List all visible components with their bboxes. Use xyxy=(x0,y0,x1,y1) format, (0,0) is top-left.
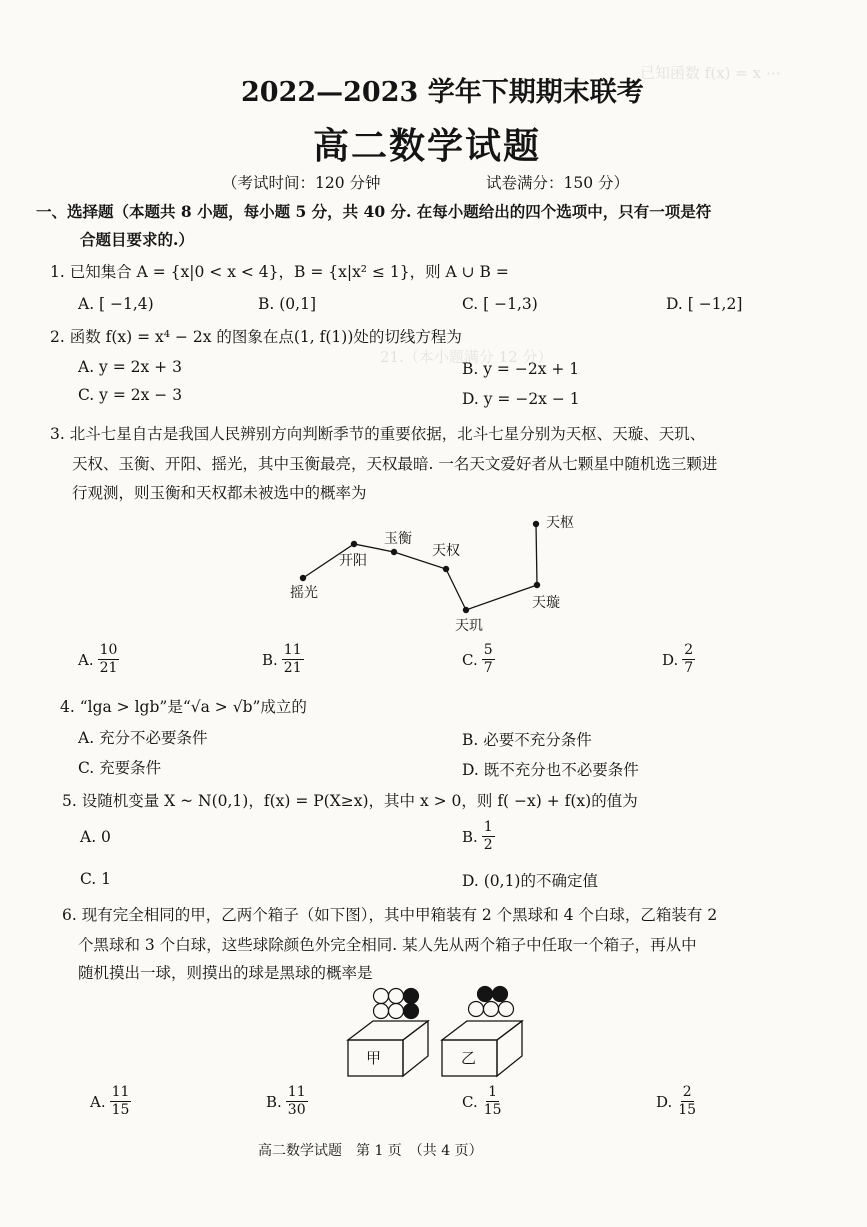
white-ball xyxy=(374,1004,389,1019)
page-title: 高二数学试题 xyxy=(313,125,542,167)
q1-option-d: D. [ −1,2] xyxy=(666,295,743,313)
label-kaiyang: 开阳 xyxy=(339,553,367,569)
label-tianxuan: 天璇 xyxy=(532,595,560,611)
question-3-stem-cont: 天权、玉衡、开阳、摇光，其中玉衡最亮，天权最暗. 一名天文爱好者从七颗星中随机选三颗进 xyxy=(72,455,718,473)
white-ball xyxy=(389,1004,404,1019)
label-tianquan: 天权 xyxy=(432,543,460,559)
label-yuheng: 玉衡 xyxy=(384,531,412,547)
q5-option-b: B. $\frac{1}{2}$ xyxy=(462,819,493,853)
white-ball xyxy=(389,989,404,1004)
question-3-stem-cont: 行观测，则玉衡和天权都未被选中的概率为 xyxy=(72,484,367,502)
q6-option-d: D. $\frac{2}{15}$ xyxy=(656,1084,697,1118)
question-5-stem: 5. 设随机变量 X ~ N(0,1)，f(x) = P(X≥x)，其中 x > 0，则 f( −x) + f(x)的值为 xyxy=(62,792,638,810)
exam-time: （考试时间：120 分钟 xyxy=(222,174,381,192)
box-jia xyxy=(348,1021,428,1076)
question-4-stem: 4. “lga > lgb”是“√a > √b”成立的 xyxy=(60,698,307,716)
white-ball xyxy=(469,1002,484,1017)
white-ball xyxy=(374,989,389,1004)
white-ball xyxy=(484,1002,499,1017)
black-ball xyxy=(404,1004,419,1019)
q2-option-d: D. y = −2x − 1 xyxy=(462,390,580,408)
label-yaoguang: 摇光 xyxy=(290,585,318,601)
q5-option-a: A. 0 xyxy=(80,828,111,846)
question-1-stem: 1. 已知集合 A = {x|0 < x < 4}，B = {x|x² ≤ 1}，则 A ∪ B = xyxy=(50,263,509,281)
year-title: 2022—2023 学年下期期末联考 xyxy=(241,77,644,108)
q3-option-a: A. $\frac{10}{21}$ xyxy=(78,642,118,676)
q6-option-a: A. $\frac{11}{15}$ xyxy=(90,1084,130,1118)
box-yi xyxy=(442,1021,522,1076)
full-score: 试卷满分：150 分） xyxy=(486,174,630,192)
q3-option-c: C. $\frac{5}{7}$ xyxy=(462,642,493,676)
q2-option-a: A. y = 2x + 3 xyxy=(78,358,182,376)
black-ball xyxy=(404,989,419,1004)
q3-option-d: D. $\frac{2}{7}$ xyxy=(662,642,694,676)
q5-option-c: C. 1 xyxy=(80,870,112,888)
q4-option-c: C. 充要条件 xyxy=(78,759,162,777)
bleed-text: 已知函数 f(x) = x ⋯ xyxy=(640,64,781,82)
label-tianji: 天玑 xyxy=(455,618,483,634)
bleed-text: 21.（本小题满分 12 分） xyxy=(380,348,553,366)
question-3-stem: 3. 北斗七星自古是我国人民辨别方向判断季节的重要依据，北斗七星分别为天枢、天璇、天玑、 xyxy=(50,425,706,443)
section-heading-cont: 合题目要求的.） xyxy=(80,230,194,249)
section-heading: 一、选择题（本题共 8 小题，每小题 5 分，共 40 分. 在每小题给出的四个选项中，只有一项是符 xyxy=(36,202,712,221)
box-yi-label: 乙 xyxy=(461,1049,477,1067)
black-ball xyxy=(478,987,493,1002)
white-ball xyxy=(499,1002,514,1017)
q6-option-c: C. $\frac{1}{15}$ xyxy=(462,1084,502,1118)
page-footer: 高二数学试题 第 1 页 （共 4 页） xyxy=(258,1143,483,1159)
q2-option-c: C. y = 2x − 3 xyxy=(78,386,183,404)
q1-option-b: B. (0,1] xyxy=(258,295,316,313)
q2-option-b: B. y = −2x + 1 xyxy=(462,360,580,378)
question-2-stem: 2. 函数 f(x) = x⁴ − 2x 的图象在点(1, f(1))处的切线方程为 xyxy=(50,328,462,346)
q3-option-b: B. $\frac{11}{21}$ xyxy=(262,642,302,676)
q1-option-c: C. [ −1,3) xyxy=(462,295,538,313)
q4-option-b: B. 必要不充分条件 xyxy=(462,731,592,749)
q4-option-d: D. 既不充分也不必要条件 xyxy=(462,761,639,779)
box-jia-label: 甲 xyxy=(366,1049,382,1067)
black-ball xyxy=(493,987,508,1002)
question-6-stem-cont: 个黑球和 3 个白球，这些球除颜色外完全相同. 某人先从两个箱子中任取一个箱子，再从中 xyxy=(78,936,697,954)
q4-option-a: A. 充分不必要条件 xyxy=(78,729,208,747)
q6-option-b: B. $\frac{11}{30}$ xyxy=(266,1084,306,1118)
question-6-stem: 6. 现有完全相同的甲，乙两个箱子（如下图），其中甲箱装有 2 个黑球和 4 个白球，乙箱装有 2 xyxy=(62,906,718,924)
q5-option-d: D. (0,1)的不确定值 xyxy=(462,872,598,890)
question-6-stem-cont: 随机摸出一球，则摸出的球是黑球的概率是 xyxy=(78,964,373,982)
q1-option-a: A. [ −1,4) xyxy=(78,295,154,313)
label-tianshu: 天枢 xyxy=(546,515,574,531)
